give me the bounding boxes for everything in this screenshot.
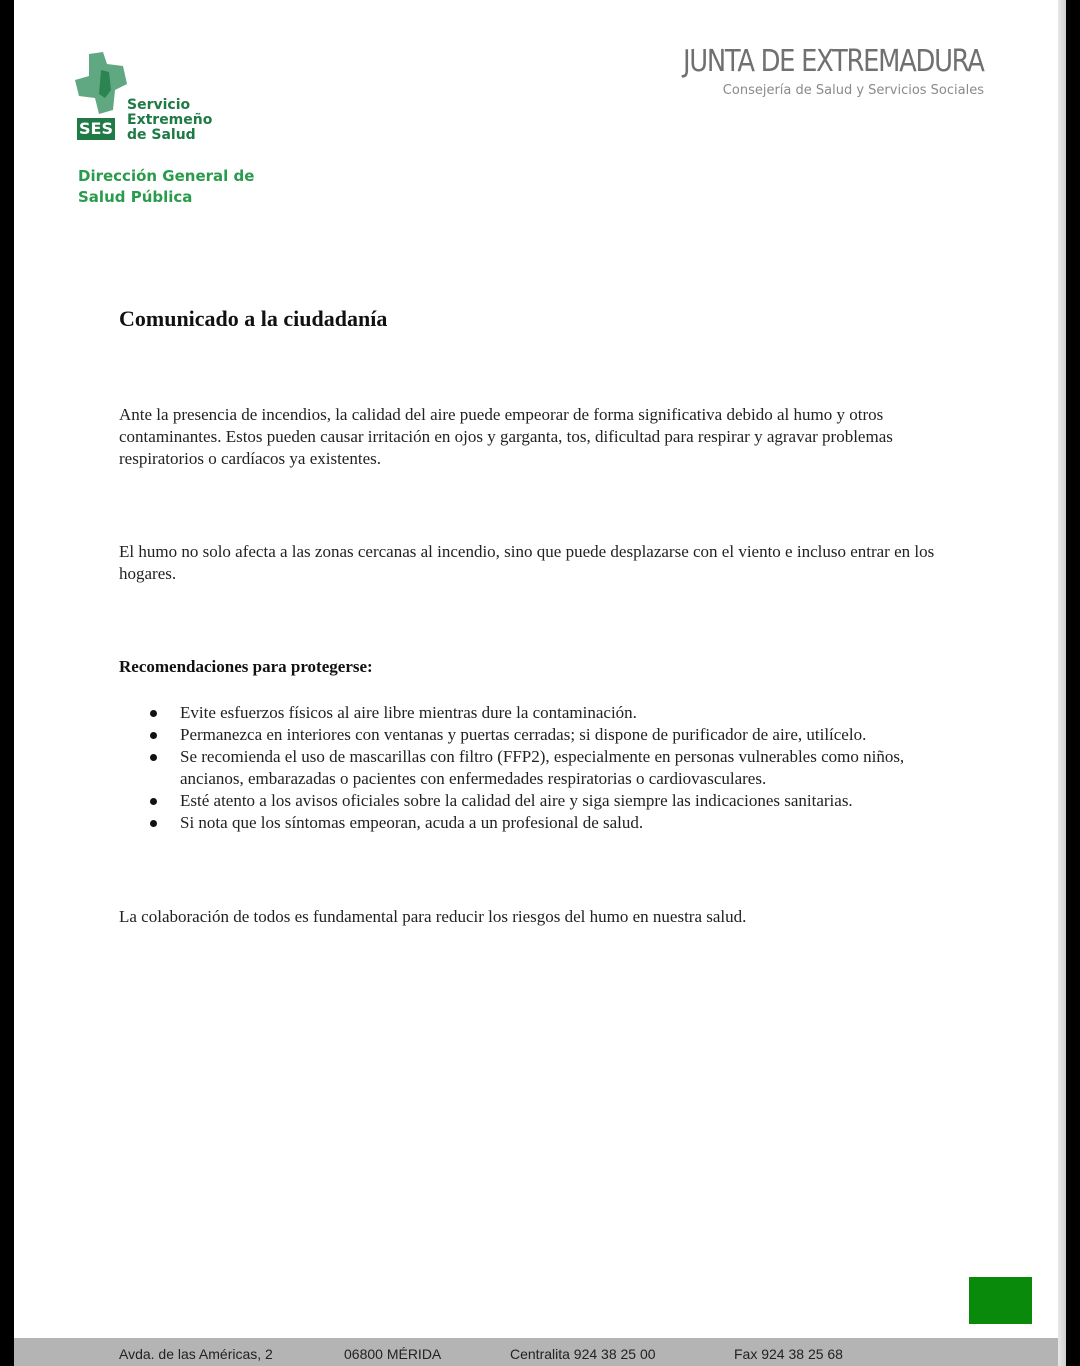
ses-name-line: Extremeño [127,112,213,128]
recommendations-heading: Recomendaciones para protegerse: [119,657,373,676]
direccion-general [78,166,298,208]
document-page [14,0,1066,1366]
footer-address: Avda. de las Américas, 2 [119,1346,273,1362]
list-item-text: Se recomienda el uso de mascarillas con filtro (FFP2), especialmente en personas vulnerables como niños, ancianos, embarazadas o pacientes con enfermedades respiratorias o cardiovasculares. [180,747,905,788]
junta-header [634,44,984,98]
paragraph-intro: Ante la presencia de incendios, la calidad del aire puede empeorar de forma significativa debido al humo y otros contaminantes. Estos pueden causar irritación en ojos y garganta, tos, dificultad para respirar y agravar problemas respiratorios o cardíacos ya existentes. [119,405,893,468]
ses-abbreviation: SES [77,118,115,140]
list-item-text: Esté atento a los avisos oficiales sobre la calidad del aire y siga siempre las indicaciones sanitarias. [180,791,853,810]
list-item-text: Permanezca en interiores con ventanas y puertas cerradas; si dispone de purificador de aire, utilícelo. [180,725,867,744]
list-item [150,702,970,724]
list-item-text: Si nota que los síntomas empeoran, acuda a un profesional de salud. [180,813,644,832]
list-item-text: Evite esfuerzos físicos al aire libre mientras dure la contaminación. [180,703,637,722]
bullet-icon [150,732,157,739]
bullet-icon [150,820,157,827]
footer-postal: 06800 MÉRIDA [344,1346,442,1362]
paragraph-closing: La colaboración de todos es fundamental para reducir los riesgos del humo en nuestra salud. [119,907,747,926]
bullet-icon [150,754,157,761]
footer-bar [14,1338,1066,1366]
recommendations-list [150,702,970,834]
bullet-icon [150,710,157,717]
paragraph-smoke: El humo no solo afecta a las zonas cercanas al incendio, sino que puede desplazarse con el viento e incluso entrar en los hogares. [119,542,935,583]
bullet-icon [150,798,157,805]
document-title: Comunicado a la ciudadanía [119,306,388,331]
page-edge [1058,0,1066,1366]
ses-logo [59,50,229,150]
footer-fax: Fax 924 38 25 68 [734,1346,843,1362]
junta-title: JUNTA DE EXTREMADURA [683,44,984,79]
ses-name [127,98,212,143]
list-item [150,812,970,834]
list-item [150,746,970,790]
junta-subtitle: Consejería de Salud y Servicios Sociales [722,83,984,98]
green-square-mark [969,1277,1032,1324]
ses-name-line: de Salud [127,127,196,143]
direccion-line: Dirección General de [78,167,255,185]
list-item [150,724,970,746]
list-item [150,790,970,812]
direccion-line: Salud Pública [78,188,193,206]
ses-name-line: Servicio [127,97,191,113]
footer-phone: Centralita 924 38 25 00 [510,1346,656,1362]
